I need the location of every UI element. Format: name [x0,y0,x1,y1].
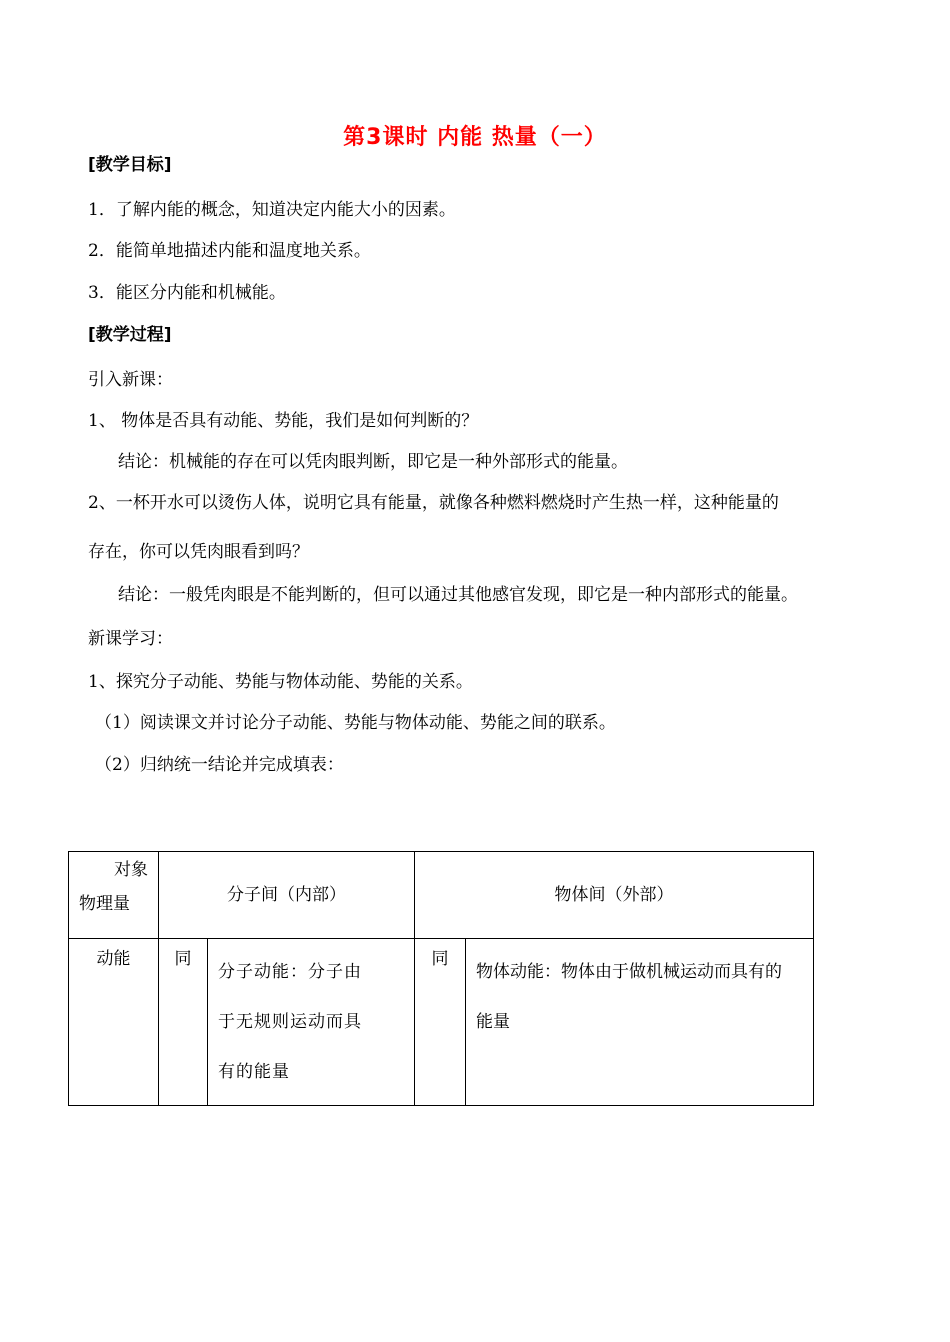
step-1: 1、探究分子动能、势能与物体动能、势能的关系。 [88,672,473,692]
step-1b: （2）归纳统一结论并完成填表： [95,755,344,775]
molecule-header: 分子间（内部） [159,852,415,939]
comparison-table [68,851,814,1106]
step-1a: （1）阅读课文并讨论分子动能、势能与物体动能、势能之间的联系。 [95,713,616,733]
new-lesson-label: 新课学习： [88,629,173,649]
table-header-row [69,852,814,939]
conclusion-1: 结论：机械能的存在可以凭肉眼判断，即它是一种外部形式的能量。 [118,452,628,472]
conclusion-2: 结论：一般凭肉眼是不能判断的，但可以通过其他感官发现，即它是一种内部形式的能量。 [118,585,798,605]
object-kinetic-line: 能量 [476,1012,510,1032]
row-label-kinetic: 动能 [69,939,159,1106]
goals-heading: [教学目标] [88,155,172,175]
object-kinetic-line: 物体动能：物体由于做机械运动而具有的 [476,962,782,982]
intro-label: 引入新课： [88,370,173,390]
molecule-kinetic-line: 于无规则运动而具 [218,1012,362,1032]
lesson-title: 第3课时 内能 热量（一） [343,125,607,150]
goal-item: 2．能简单地描述内能和温度地关系。 [88,241,371,261]
molecule-kinetic-cell [208,939,415,1106]
corner-bottom-label: 物理量 [79,894,130,914]
same-mark: 同 [415,939,466,1106]
question-2-cont: 存在，你可以凭肉眼看到吗？ [88,542,309,562]
goal-item: 1．了解内能的概念，知道决定内能大小的因素。 [88,200,456,220]
object-header: 物体间（外部） [415,852,814,939]
corner-top-label: 对象 [114,860,148,880]
question-2: 2、一杯开水可以烫伤人体，说明它具有能量，就像各种燃料燃烧时产生热一样，这种能量的 [88,493,779,513]
molecule-kinetic-line: 有的能量 [218,1062,290,1082]
table-row [69,939,814,1106]
process-heading: [教学过程] [88,325,172,345]
same-mark: 同 [159,939,208,1106]
object-kinetic-cell [466,939,814,1106]
question-1: 1、 物体是否具有动能、势能，我们是如何判断的？ [88,411,479,431]
goal-item: 3．能区分内能和机械能。 [88,283,286,303]
corner-cell [69,852,159,939]
molecule-kinetic-line: 分子动能：分子由 [218,962,362,982]
